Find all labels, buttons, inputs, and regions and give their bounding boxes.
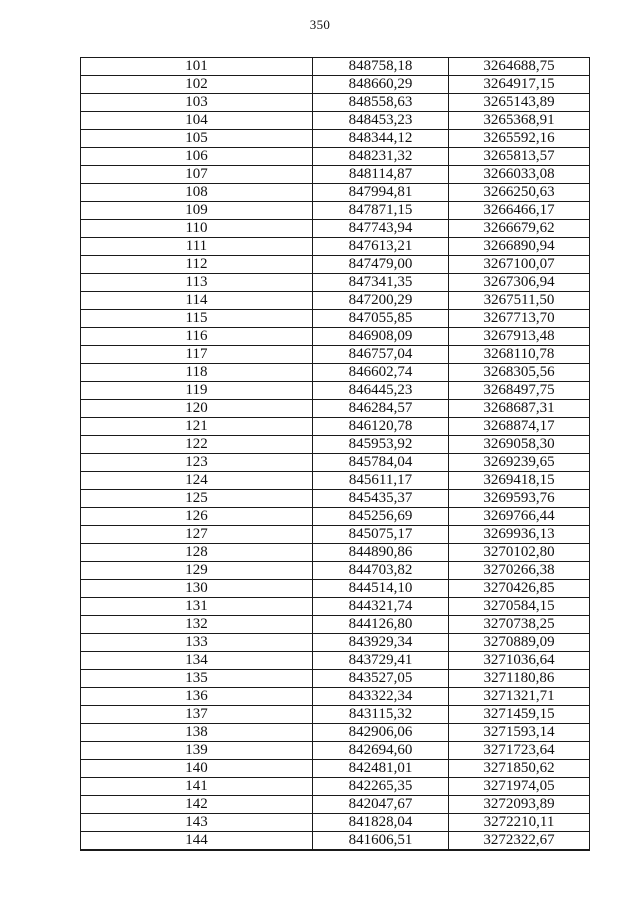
table-row [81,112,590,130]
x-coordinate-cell: 845784,04 [313,454,449,472]
point-number-cell: 140 [81,760,313,778]
y-coordinate-cell: 3264917,15 [449,76,590,94]
y-coordinate-cell: 3271974,05 [449,778,590,796]
x-coordinate-cell: 848758,18 [313,58,449,76]
table-row [81,670,590,688]
x-coordinate-cell: 847613,21 [313,238,449,256]
y-coordinate-cell: 3271036,64 [449,652,590,670]
x-coordinate-cell: 846908,09 [313,328,449,346]
x-coordinate-cell: 843729,41 [313,652,449,670]
point-number-cell: 124 [81,472,313,490]
table-row [81,310,590,328]
y-coordinate-cell: 3269936,13 [449,526,590,544]
table-row [81,220,590,238]
point-number-cell: 125 [81,490,313,508]
y-coordinate-cell: 3266466,17 [449,202,590,220]
point-number-cell: 108 [81,184,313,202]
y-coordinate-cell: 3268110,78 [449,346,590,364]
x-coordinate-cell: 847743,94 [313,220,449,238]
y-coordinate-cell: 3265813,57 [449,148,590,166]
point-number-cell: 137 [81,706,313,724]
table-row [81,346,590,364]
x-coordinate-cell: 848453,23 [313,112,449,130]
table-row [81,544,590,562]
point-number-cell: 141 [81,778,313,796]
table-row [81,436,590,454]
x-coordinate-cell: 842481,01 [313,760,449,778]
point-number-cell: 144 [81,832,313,851]
y-coordinate-cell: 3267913,48 [449,328,590,346]
table-row [81,328,590,346]
table-row [81,94,590,112]
y-coordinate-cell: 3267100,07 [449,256,590,274]
table-row [81,688,590,706]
point-number-cell: 132 [81,616,313,634]
x-coordinate-cell: 844890,86 [313,544,449,562]
table-row [81,778,590,796]
point-number-cell: 103 [81,94,313,112]
point-number-cell: 107 [81,166,313,184]
x-coordinate-cell: 845435,37 [313,490,449,508]
x-coordinate-cell: 844514,10 [313,580,449,598]
point-number-cell: 111 [81,238,313,256]
point-number-cell: 127 [81,526,313,544]
table-row [81,634,590,652]
point-number-cell: 142 [81,796,313,814]
y-coordinate-cell: 3270889,09 [449,634,590,652]
x-coordinate-cell: 841606,51 [313,832,449,851]
coordinates-table [80,57,590,851]
y-coordinate-cell: 3266250,63 [449,184,590,202]
table-row [81,616,590,634]
point-number-cell: 114 [81,292,313,310]
point-number-cell: 129 [81,562,313,580]
point-number-cell: 110 [81,220,313,238]
point-number-cell: 126 [81,508,313,526]
table-row [81,148,590,166]
x-coordinate-cell: 846445,23 [313,382,449,400]
y-coordinate-cell: 3272093,89 [449,796,590,814]
y-coordinate-cell: 3269418,15 [449,472,590,490]
table-row [81,472,590,490]
point-number-cell: 123 [81,454,313,472]
y-coordinate-cell: 3272210,11 [449,814,590,832]
x-coordinate-cell: 845611,17 [313,472,449,490]
y-coordinate-cell: 3270584,15 [449,598,590,616]
x-coordinate-cell: 847055,85 [313,310,449,328]
x-coordinate-cell: 844703,82 [313,562,449,580]
x-coordinate-cell: 842047,67 [313,796,449,814]
table-row [81,292,590,310]
x-coordinate-cell: 847200,29 [313,292,449,310]
table-row [81,238,590,256]
y-coordinate-cell: 3270266,38 [449,562,590,580]
x-coordinate-cell: 847994,81 [313,184,449,202]
table-row [81,814,590,832]
table-row [81,130,590,148]
y-coordinate-cell: 3264688,75 [449,58,590,76]
table-row [81,58,590,76]
page-number: 350 [309,17,331,32]
x-coordinate-cell: 848114,87 [313,166,449,184]
y-coordinate-cell: 3271180,86 [449,670,590,688]
x-coordinate-cell: 847871,15 [313,202,449,220]
y-coordinate-cell: 3265592,16 [449,130,590,148]
x-coordinate-cell: 846284,57 [313,400,449,418]
point-number-cell: 133 [81,634,313,652]
y-coordinate-cell: 3269766,44 [449,508,590,526]
y-coordinate-cell: 3271459,15 [449,706,590,724]
y-coordinate-cell: 3267713,70 [449,310,590,328]
point-number-cell: 143 [81,814,313,832]
point-number-cell: 134 [81,652,313,670]
y-coordinate-cell: 3267306,94 [449,274,590,292]
y-coordinate-cell: 3270102,80 [449,544,590,562]
x-coordinate-cell: 843929,34 [313,634,449,652]
table-row [81,418,590,436]
table-row [81,526,590,544]
y-coordinate-cell: 3268305,56 [449,364,590,382]
point-number-cell: 119 [81,382,313,400]
table-row [81,760,590,778]
point-number-cell: 120 [81,400,313,418]
point-number-cell: 136 [81,688,313,706]
y-coordinate-cell: 3271723,64 [449,742,590,760]
table-row [81,706,590,724]
table-row [81,598,590,616]
x-coordinate-cell: 842694,60 [313,742,449,760]
point-number-cell: 112 [81,256,313,274]
point-number-cell: 102 [81,76,313,94]
y-coordinate-cell: 3266890,94 [449,238,590,256]
x-coordinate-cell: 842906,06 [313,724,449,742]
point-number-cell: 139 [81,742,313,760]
table-row [81,76,590,94]
y-coordinate-cell: 3269593,76 [449,490,590,508]
y-coordinate-cell: 3268687,31 [449,400,590,418]
point-number-cell: 135 [81,670,313,688]
y-coordinate-cell: 3269239,65 [449,454,590,472]
x-coordinate-cell: 848344,12 [313,130,449,148]
point-number-cell: 128 [81,544,313,562]
table-row [81,256,590,274]
x-coordinate-cell: 846120,78 [313,418,449,436]
y-coordinate-cell: 3270738,25 [449,616,590,634]
x-coordinate-cell: 847341,35 [313,274,449,292]
point-number-cell: 105 [81,130,313,148]
table-row [81,652,590,670]
x-coordinate-cell: 843322,34 [313,688,449,706]
x-coordinate-cell: 848231,32 [313,148,449,166]
table-row [81,166,590,184]
x-coordinate-cell: 848660,29 [313,76,449,94]
table-row [81,832,590,851]
x-coordinate-cell: 846602,74 [313,364,449,382]
table-row [81,742,590,760]
point-number-cell: 115 [81,310,313,328]
x-coordinate-cell: 846757,04 [313,346,449,364]
point-number-cell: 109 [81,202,313,220]
x-coordinate-cell: 843115,32 [313,706,449,724]
y-coordinate-cell: 3266679,62 [449,220,590,238]
table-row [81,562,590,580]
x-coordinate-cell: 841828,04 [313,814,449,832]
x-coordinate-cell: 847479,00 [313,256,449,274]
table-row [81,796,590,814]
point-number-cell: 104 [81,112,313,130]
table-row [81,364,590,382]
x-coordinate-cell: 843527,05 [313,670,449,688]
y-coordinate-cell: 3265368,91 [449,112,590,130]
point-number-cell: 117 [81,346,313,364]
x-coordinate-cell: 848558,63 [313,94,449,112]
table-row [81,202,590,220]
point-number-cell: 116 [81,328,313,346]
point-number-cell: 113 [81,274,313,292]
x-coordinate-cell: 845075,17 [313,526,449,544]
y-coordinate-cell: 3268874,17 [449,418,590,436]
y-coordinate-cell: 3271321,71 [449,688,590,706]
table-row [81,382,590,400]
point-number-cell: 106 [81,148,313,166]
table-row [81,184,590,202]
point-number-cell: 138 [81,724,313,742]
point-number-cell: 121 [81,418,313,436]
point-number-cell: 130 [81,580,313,598]
y-coordinate-cell: 3267511,50 [449,292,590,310]
x-coordinate-cell: 845953,92 [313,436,449,454]
table-row [81,274,590,292]
x-coordinate-cell: 842265,35 [313,778,449,796]
table-row [81,454,590,472]
point-number-cell: 131 [81,598,313,616]
point-number-cell: 118 [81,364,313,382]
x-coordinate-cell: 844126,80 [313,616,449,634]
y-coordinate-cell: 3265143,89 [449,94,590,112]
y-coordinate-cell: 3272322,67 [449,832,590,851]
table-row [81,580,590,598]
table-row [81,400,590,418]
y-coordinate-cell: 3268497,75 [449,382,590,400]
y-coordinate-cell: 3271850,62 [449,760,590,778]
y-coordinate-cell: 3266033,08 [449,166,590,184]
x-coordinate-cell: 844321,74 [313,598,449,616]
point-number-cell: 101 [81,58,313,76]
y-coordinate-cell: 3270426,85 [449,580,590,598]
x-coordinate-cell: 845256,69 [313,508,449,526]
table-row [81,508,590,526]
coordinates-table-body [81,58,590,851]
table-row [81,490,590,508]
y-coordinate-cell: 3269058,30 [449,436,590,454]
table-row [81,724,590,742]
y-coordinate-cell: 3271593,14 [449,724,590,742]
point-number-cell: 122 [81,436,313,454]
